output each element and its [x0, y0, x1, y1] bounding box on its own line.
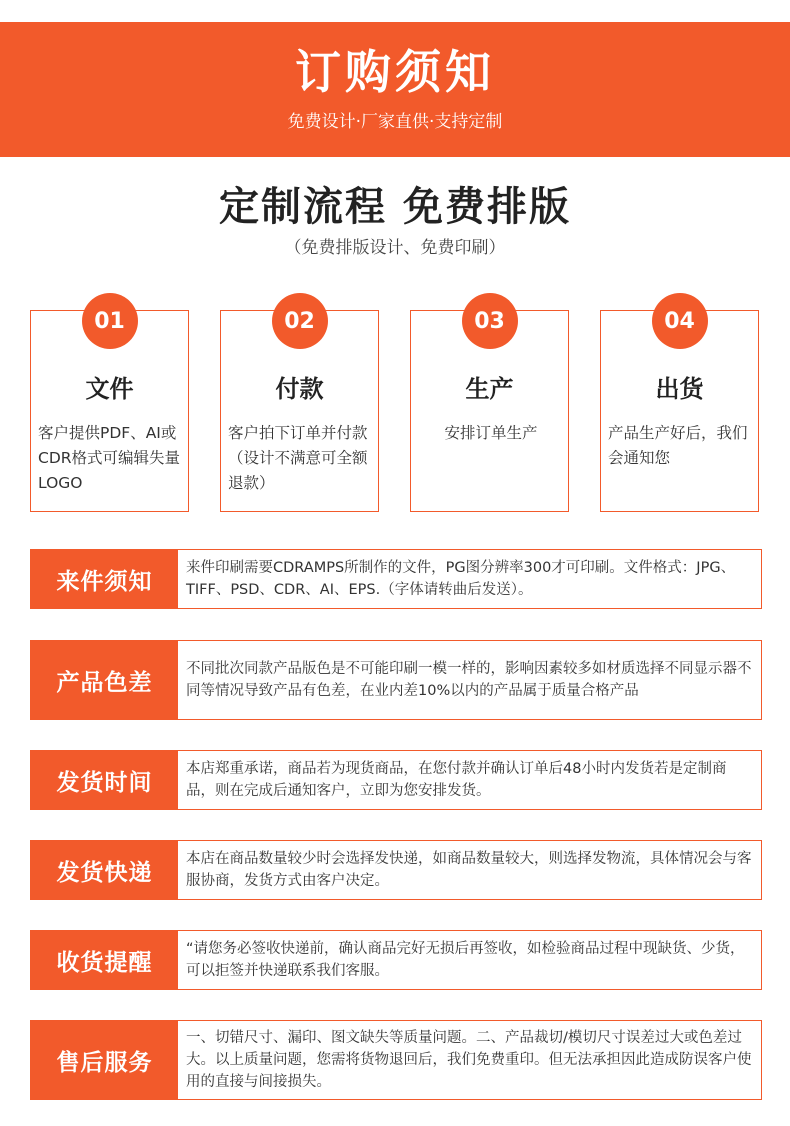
- step-title: 文件: [85, 375, 134, 403]
- notice-label: 来件须知: [31, 550, 178, 608]
- notice-text: 本店郑重承诺，商品若为现货商品，在您付款并确认订单后48小时内发货若是定制商品，则在完成后通知客户，立即为您安排发货。: [186, 761, 727, 799]
- step-description: 产品生产好后，我们会通知您: [608, 424, 748, 467]
- step-card-production: [410, 310, 569, 512]
- step-description: 客户提供PDF、AI或CDR格式可编辑失量LOGO: [38, 424, 181, 492]
- notice-row-file-requirements: [30, 549, 762, 609]
- step-title: 生产: [465, 375, 514, 403]
- notice-row-receiving-reminder: [30, 930, 762, 990]
- step-number-badge: 02: [272, 293, 328, 349]
- step-title: 付款: [275, 375, 324, 403]
- header-banner: [0, 22, 790, 157]
- notice-row-courier: [30, 840, 762, 900]
- process-subtitle: （免费排版设计、免费印刷）: [284, 238, 506, 258]
- process-title: 定制流程 免费排版: [219, 184, 571, 230]
- notice-row-color-difference: [30, 640, 762, 720]
- step-number-badge: 01: [82, 293, 138, 349]
- step-number-badge: 04: [652, 293, 708, 349]
- page-subtitle: 免费设计·厂家直供·支持定制: [287, 112, 503, 132]
- notice-text: 本店在商品数量较少时会选择发快递，如商品数量较大，则选择发物流，具体情况会与客服协商，发货方式由客户决定。: [186, 851, 752, 889]
- step-description: 安排订单生产: [444, 424, 538, 442]
- notice-label: 发货时间: [31, 751, 178, 809]
- step-card-payment: [220, 310, 379, 512]
- notice-row-shipping-time: [30, 750, 762, 810]
- step-description: 客户拍下订单并付款（设计不满意可全额退款）: [228, 424, 368, 492]
- notice-label: 发货快递: [31, 841, 178, 899]
- step-title: 出货: [655, 375, 704, 403]
- page-title: 订购须知: [295, 45, 495, 99]
- notice-text: 不同批次同款产品版色是不可能印刷一模一样的，影响因素较多如材质选择不同显示器不同等情况导致产品有色差，在业内差10%以内的产品属于质量合格产品: [186, 661, 752, 699]
- step-card-shipping: [600, 310, 759, 512]
- notice-text: 一、切错尺寸、漏印、图文缺失等质量问题。二、产品裁切/模切尺寸误差过大或色差过大。以上质量问题，您需将货物退回后，我们免费重印。但无法承担因此造成防误客户使用的直接与间接损失。: [186, 1030, 752, 1090]
- notice-label: 产品色差: [31, 641, 178, 719]
- notice-label: 售后服务: [31, 1021, 178, 1099]
- notice-row-after-sales: [30, 1020, 762, 1100]
- notice-text: “请您务必签收快递前，确认商品完好无损后再签收，如检验商品过程中现缺货、少货，可以拒签并快递联系我们客服。: [186, 941, 745, 979]
- notice-text: 来件印刷需要CDRAMPS所制作的文件，PG图分辨率300才可印刷。文件格式：JPG、TIFF、PSD、CDR、AI、EPS.（字体请转曲后发送）。: [186, 560, 736, 598]
- step-number-badge: 03: [462, 293, 518, 349]
- notice-label: 收货提醒: [31, 931, 178, 989]
- step-card-file: [30, 310, 189, 512]
